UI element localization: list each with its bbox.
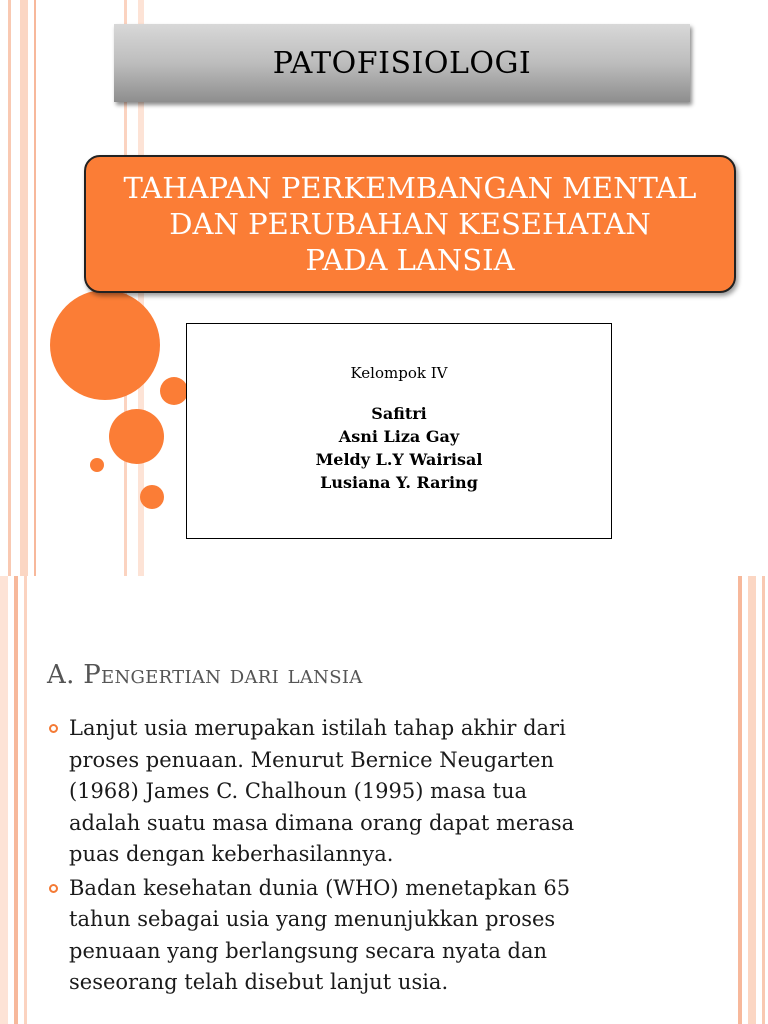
bullet-item: [47, 873, 647, 999]
bullet-circle-icon: [49, 724, 58, 733]
bullet-item: [47, 713, 647, 871]
decorative-circle-tiny: [90, 458, 104, 472]
decorative-stripe: [24, 576, 27, 1024]
subtitle-text: [124, 170, 697, 278]
bullet-line: Lanjut usia merupakan istilah tahap akhir dari: [69, 716, 566, 740]
decorative-stripe: [8, 0, 11, 576]
decorative-circle-medium: [109, 409, 164, 464]
bullet-line: adalah suatu masa dimana orang dapat merasa: [69, 810, 575, 835]
member-name: Lusiana Y. Raring: [320, 473, 478, 492]
subtitle-box: [84, 155, 736, 293]
bullet-line: Badan kesehatan dunia (WHO) menetapkan 65: [69, 875, 571, 900]
bullet-line: proses penuaan. Menurut Bernice Neugarten: [69, 747, 554, 772]
group-box: [186, 323, 612, 539]
bullet-line: seseorang telah disebut lanjut usia.: [69, 970, 449, 994]
decorative-stripe: [34, 0, 36, 576]
member-name: Asni Liza Gay: [338, 427, 460, 446]
decorative-stripe: [0, 576, 8, 1024]
subtitle-line: PADA LANSIA: [305, 243, 515, 277]
decorative-circle-small: [140, 485, 164, 509]
section-heading: A. Pengertian dari lansia: [47, 660, 363, 690]
slide-2: [0, 576, 768, 1024]
decorative-circle-large: [50, 290, 160, 400]
member-name: Safitri: [371, 404, 427, 423]
bullet-list: [47, 713, 647, 1001]
decorative-stripe: [748, 576, 756, 1024]
title-box: [114, 24, 690, 102]
subtitle-line: TAHAPAN PERKEMBANGAN MENTAL: [123, 171, 697, 205]
slide-title: PATOFISIOLOGI: [272, 45, 532, 81]
decorative-stripe: [762, 576, 765, 1024]
decorative-circle-small: [160, 377, 188, 405]
bullet-line: penuaan yang berlangsung secara nyata dan: [69, 938, 547, 963]
member-name: Meldy L.Y Wairisal: [315, 450, 483, 469]
bullet-line: tahun sebagai usia yang menunjukkan proses: [69, 907, 556, 931]
decorative-stripe: [14, 576, 18, 1024]
subtitle-line: DAN PERUBAHAN KESEHATAN: [169, 207, 651, 241]
bullet-line: (1968) James C. Chalhoun (1995) masa tua: [69, 779, 528, 803]
decorative-stripe: [20, 0, 28, 576]
bullet-circle-icon: [49, 884, 58, 893]
bullet-line: puas dengan keberhasilannya.: [69, 842, 394, 866]
group-label: Kelompok IV: [350, 364, 448, 382]
decorative-stripe: [738, 576, 742, 1024]
